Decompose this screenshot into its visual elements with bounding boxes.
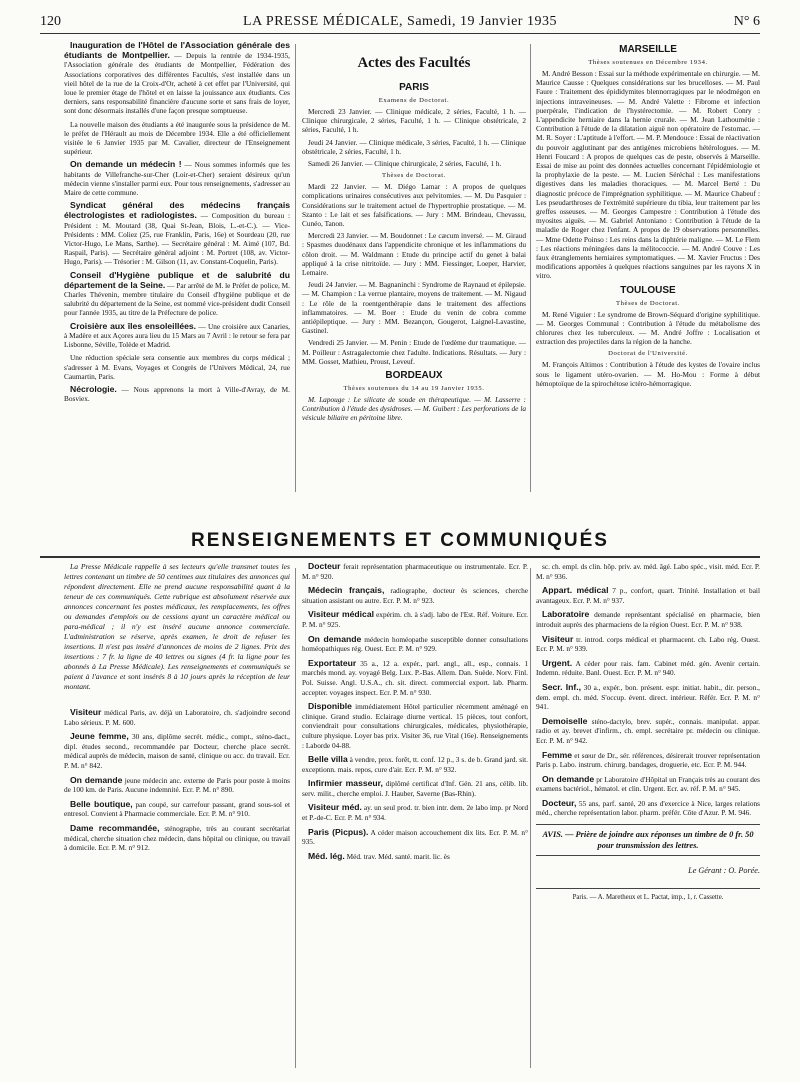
- insertion-prices: Prix des insertions : 7 fr. la ligne de 40 lettres ou signes (4 fr. la ligne pour les abonnés à La Presse Médicale). Les renseignements et communiqués se paient à l'avance et sont insérés 8 à 10 jours après la réception de leur montant.: [64, 642, 290, 691]
- classified-ad: Disponible immédiatement Hôtel particulier récemment aménagé en clinique. Grand studio. Eclairage diurne vertical. 15 pièces, tout confort, conviendrait pour consultations chirurgicales, médicales, physiothérapie, culture physique. Loyer bas prix. Visiter 36, rue Vital (16e). Renseignements : Laborde 04-88.: [302, 701, 528, 750]
- classifieds-columns: [40, 562, 760, 1072]
- classified-ad: Exportateur 35 a., 12 a. expér., parl. angl., all., esp., connais. 1 marchés mond. ay. voyagé Belg. Lux. P.-Bas. Allem. Dan. Suède. Norv. Finl. Pol. Suisse. Angl. U.S.A., ch. sit. direct. commercial export. lab. Pharm. accepter. voyages inspect. Ecr. P. M. n° 930.: [302, 657, 528, 697]
- avis-notice: AVIS. — Prière de joindre aux réponses un timbre de 0 fr. 50 pour transmission des lettres.: [536, 824, 760, 856]
- news-title: Syndicat général des médecins français électrologistes et radiologistes.: [64, 200, 290, 221]
- bordeaux-theses: M. Lapouge : Le silicate de soude en thérapeutique. — M. Lasserre : Contribution à l'étude des dysidroses. — M. Guibert : Les perforations de la vésicule biliaire en péritoine libre.: [302, 395, 526, 423]
- faculty-heading: Actes des Facultés: [357, 55, 471, 71]
- thesis-entry: Vendredi 25 Janvier. — M. Penin : Etude de l'œdème dur traumatique. — M. Poilleur : Astragalectomie chez l'adulte. Indications. Résultats. — Jury : MM. Gosset, Mathieu, Proust, Leveuf.: [302, 338, 526, 366]
- classified-ad: Demoiselle sténo-dactylo, brev. supér., connais. manipulat. appar. radio et ay. brevet d'infirm., ch. empl. secrétaire pr. médecin ou clinique. Ecr. P. M. n° 942.: [536, 715, 760, 745]
- classified-ad: Infirmier masseur, diplômé certificat d'Inf. Gén. 21 ans, célib. lib. serv. milit., cherche emploi. J. Hauber, Saverne (Bas-Rhin).: [302, 778, 528, 798]
- classified-ad: Visiteur médical Paris, av. déjà un Laboratoire, ch. s'adjoindre second Labo sérieux. P. M. 600.: [64, 707, 290, 727]
- classifieds-rule: [40, 556, 760, 558]
- classified-ad: sc. ch. empl. ds clin. hôp. priv. av. méd. âgé. Labo spéc., visit. méd. Ecr. P. M. n° 936.: [536, 562, 760, 581]
- column-divider: [295, 44, 296, 492]
- classifieds-column-3: [536, 562, 760, 902]
- classified-ad: Jeune femme, 30 ans, diplôme secrét. médic., compt., sténo-dact., dipl. études second., recommandée par Docteur, cherche place secrét. médical auprès de médecin, maison de santé, clinique ou acc. du travail. Ecr. P. M. n° 842.: [64, 731, 290, 770]
- classified-ad: Visiteur tr. introd. corps médical et pharmacent. ch. Labo rég. Ouest. Ecr. P. M. n° 939.: [536, 633, 760, 654]
- classifieds-column-1: [64, 562, 290, 858]
- news-item: [64, 119, 290, 157]
- classified-ad: Visiteur médical expérim. ch. à s'adj. labo de l'Est. Réf. Voiture. Ecr. P. M. n° 925.: [302, 609, 528, 629]
- journal-title: LA PRESSE MÉDICALE, Samedi, 19 Janvier 1935: [243, 14, 557, 29]
- news-text: — Depuis la rentrée de 1934-1935, l'Association générale des étudiants de Montpellier, Fédération des Associations corporatives des différentes Facultés, s'est installée dans un vieil hôtel de la rue de la Croix-d'Or, acheté à cet effet par l'Université, qui loue le premier étage de l'hôtel et en laisse la jouissance aux étudiants. Ces derniers, sans responsabilité financière d'aucune sorte et sans frais de loyer, sont donc désormais installés d'une façon presque somptueuse.: [64, 51, 290, 116]
- bordeaux-subheading: Thèses soutenues du 14 au 19 Janvier 1935.: [343, 385, 485, 393]
- top-columns: [40, 40, 760, 540]
- news-title: Inauguration de l'Hôtel de l'Association générale des étudiants de Montpellier.: [64, 40, 290, 61]
- marseille-subheading: Thèses soutenues en Décembre 1934.: [588, 59, 708, 66]
- classified-ad: Médecin français, radiographe, docteur ès sciences, cherche situation assistant ou autre. Ecr. P. M. n° 923.: [302, 585, 528, 605]
- exam-entry: Jeudi 24 Janvier. — Clinique médicale, 3 séries, Faculté, 1 h. — Clinique obstétricale, 2 séries, Faculté, 1 h.: [302, 137, 526, 156]
- classified-ad: Laboratoire demande représentant spécialisé en pharmacie, bien introduit auprès des pharmaciens de la région Ouest. Ecr. P. M. n° 938.: [536, 609, 760, 629]
- faculty-column: [302, 50, 526, 426]
- classified-ad: Visiteur méd. ay. un seul prod. tr. bien intr. dem. 2e labo imp. pr Nord et P.-de-C. Ecr. P. M. n° 934.: [302, 802, 528, 823]
- news-title: Conseil d'Hygiène publique et de salubrité du département de la Seine.: [64, 269, 290, 290]
- news-text: — Une croisière aux Canaries, à Madère et aux Açores aura lieu du 15 Mars au 7 Avril : le retour se fera par Lisbonne, Séville, Tolède et Madrid.: [64, 321, 290, 350]
- printer-line: Paris. — A. Maretheux et L. Pactat, imp., 1, r. Cassette.: [536, 888, 760, 903]
- classified-ad: Docteur, 55 ans, parf. santé, 20 ans d'exercice à Nice, larges relations méd., cherche représentation labor. pharm. préfér. Côte d'Azur. P. M. 946.: [536, 797, 760, 818]
- news-text: Une réduction spéciale sera consentie aux membres du corps médical ; s'adresser à M. Evans, Voyages et Congrès de l'Univers Médical, 24, rue Caumartin, Paris.: [64, 353, 290, 381]
- news-title: On demande un médecin !: [70, 159, 182, 170]
- classified-ad: Belle villa à vendre, prox. forêt, tt. conf. 12 p., 3 s. de b. Grand jard. sit. exceptionn. mais. repos, cure d'air. Ecr. P. M. n° 932.: [302, 754, 528, 774]
- classified-ad: Méd. lég. Méd. trav. Méd. santé. marit. lic. ès: [308, 850, 450, 861]
- paris-heading: PARIS: [399, 82, 429, 93]
- column-divider: [530, 568, 531, 1068]
- news-title: Nécrologie.: [70, 383, 117, 394]
- column-divider: [530, 44, 531, 492]
- toulouse-university-subheading: Doctorat de l'Université.: [608, 350, 688, 358]
- regional-column: [536, 40, 760, 391]
- classified-ad: Dame recommandée, sténographe, très au courant secrétariat médical, cherche situation chez médecin, dans hôpital ou clinique, ou travail à domicile. Ecr. P. M. n° 912.: [64, 822, 290, 853]
- news-text: La nouvelle maison des étudiants a été inaugurée sous la présidence de M. le préfet de l'Hérault au mois de Décembre 1934. Elle a été officiellement visitée le 6 Janvier 1935 par M. Cavalier, directeur de l'Enseignement supérieur.: [64, 119, 290, 157]
- news-item: [64, 384, 290, 403]
- news-item: [64, 200, 290, 266]
- classified-ad: Belle boutique, pan coupé, sur carrefour passant, grand sous-sol et entresol. Convient à Pharmacie commerciale. Ecr. P. M. n° 910.: [64, 798, 290, 819]
- classifieds-heading: RENSEIGNEMENTS ET COMMUNIQUÉS: [191, 530, 609, 551]
- news-item: [64, 352, 290, 381]
- marseille-heading: MARSEILLE: [619, 44, 677, 55]
- toulouse-subheading: Thèses de Doctorat.: [616, 299, 680, 307]
- marseille-theses: M. André Besson : Essai sur la méthode expérimentale en chirurgie. — M. Maurice Causse : Quelques considérations sur les brucelloses. — M. Paul Faure : Traitement des épididymites blennorragiques par le néodmégon en injections intraveineuses. — M. André Valette : Fibrome et infection puerpérale, l'indication de l'hystérectomie. — M. Robert Conry : L'appendicite herniaire dans la hernie crurale. — M. Jean Lathoumétie : Contribution à l'étude de la dilatation aiguë non opératoire de l'estomac. — M. R. Soyer : L'aptitude à l'effort. — M. P. Mendouce : Essai de réactivation du pouvoir agglutinant par des antigènes microbiens hétérologues. — M. Henri Foucard : A propos de quelques cas de peste, observés à Marseille. Essai de mise au point des données actuelles concernant l'épidémiologie et la prophylaxie de la peste. — M. Lucien Séréchal : Les manifestations digestives dans les maladies thoraciques. — M. Marcel Berté : Du diagnostic précoce de l'imprégnation syphilitique. — M. Maurice Chabeuf : Les pseudarthroses de l'extrémité supérieure du tibia, leur traitement par les greffes osseuses. — M. Georges Campestre : Contribution à l'étude des myosites aiguës. — M. Gabriel Antoniano : Contribution à l'étude de la maladie de Roger chez l'enfant. A propos de 19 observations personnelles. — Mme Odette Poinso : Les reins dans la diphtérie maligne. — M. Le Flem : Les réactions méningées dans la mélitococcie. — M. André Couve : Les faux étranglements herniaires symptomatiques. — M. Xavier Fructus : Des modifications apportées à quelques réactions sanguines par les rayons X in vitro.: [536, 69, 760, 281]
- news-item: [64, 159, 290, 197]
- news-text: — Nous apprenons la mort à Ville-d'Avray, de M. Bosviex.: [64, 384, 290, 404]
- exam-entry: Samedi 26 Janvier. — Clinique chirurgicale, 2 séries, Faculté, 1 h.: [308, 159, 502, 169]
- classifieds-notice: La Presse Médicale rappelle à ses lecteurs qu'elle transmet toutes les lettres contenant un timbre de 50 centimes aux titulaires des annonces qui répondent directement. Elle ne prend aucune responsabilité quant à la teneur de ces communiqués. Cette rubrique est absolument réservée aux annonces concernant les postes médicaux, les remplacements, les offres ou demandes d'emplois ou de cessions ayant un caractère médical ou para-médical ; il n'y est inséré aucune annonce commerciale. L'administration se réserve, après examen, le droit de refuser les insertions. Il n'est pas inséré d'annonces de moins de 2 lignes. Prix des insertions : 7 fr. la ligne de 40 lettres ou signes (4 fr. la ligne pour les abonnés à La Presse Médicale). Les renseignements et communiqués se paient à l'avance et sont insérés 8 à 10 jours après la réception de leur montant.: [64, 562, 290, 691]
- news-item: [64, 40, 290, 116]
- page-number: 120: [40, 14, 61, 29]
- news-item: [64, 270, 290, 318]
- paris-theses-subheading: Thèses de Doctorat.: [382, 172, 446, 180]
- news-title: Croisière aux îles ensoleillées.: [70, 320, 197, 331]
- classified-ad: Paris (Picpus). A céder maison accouchement dix lits. Ecr. P. M. n° 935.: [302, 826, 528, 847]
- classified-ad: Femme et sœur de Dr., sér. références, désirerait trouver représentation Paris p. Labo. instrum. chirurg. bandages, droguerie, etc. Ecr. P. M. 944.: [536, 749, 760, 770]
- classifieds-column-2: [302, 562, 528, 866]
- classified-ad: Urgent. A céder pour rais. fam. Cabinet méd. gén. Avenir certain. Indemn. réduite. Banl. Ouest. Ecr. P. M. n° 940.: [536, 657, 760, 678]
- news-item: [64, 321, 290, 350]
- classified-ad: On demande médecin homéopathe susceptible donner consultations homéopathiques rég. Ouest. Ecr. P. M. n° 929.: [302, 633, 528, 654]
- toulouse-university-theses: M. François Altimos : Contribution à l'étude des kystes de l'ovaire inclus sous le ligament utéro-ovarien. — M. Ho-Mou : Forme à début hémoptoïque de la spirochétose ictéro-hémorragique.: [536, 360, 760, 388]
- classified-ad: On demande jeune médecin anc. externe de Paris pour poste à moins de 100 km. de Paris. Aucune indemnité. Ecr. P. M. n° 890.: [64, 774, 290, 795]
- bordeaux-heading: BORDEAUX: [385, 370, 443, 382]
- classified-ad: Secr. Inf., 30 a., expér., bon. présent. espr. initiat. habit., dir. person., dem. empl. ch. méd. S'occup. évent. direct. intérieur. Référ. Ecr. P. M. n° 941.: [536, 681, 760, 712]
- page-header: [40, 8, 760, 34]
- issue-number: N° 6: [733, 14, 760, 29]
- thesis-entry: Mercredi 23 Janvier. — M. Boudonnet : Le cæcum inversé. — M. Giraud : Spasmes duodénaux dans l'appendicite chronique et les inflammations du côlon droit. — M. Waldmann : Etude du principe actif du genet à balai appliqué à la crise nitritoïde. — Jury : MM. Fiessinger, Loeper, Harvier, Lemaire.: [302, 231, 526, 278]
- gerant-signature: Le Gérant : O. Porée.: [688, 866, 760, 876]
- exam-entry: Mercredi 23 Janvier. — Clinique médicale, 2 séries, Faculté, 1 h. — Clinique chirurgicale, 2 séries, Faculté, 1 h. — Clinique obstétricale, 2 séries, Faculté, 1 h.: [302, 107, 526, 135]
- news-text: — Composition du bureau : Président : M. Moutard (38, Quai St-Jean, Blois, L.-et-C.). — Vice-Présidents : MM. Coliez (25, rue Franklin, Paris, 16e) et Sourdeau (20, rue Victor-Hugo, Le Mans, Sarthe). — Secrétaire général : M. Aimé (107, Bd. Raspail, Paris). — Secrétaire général adjoint : M. Portret (108, av. Victor-Hugo, Paris). — Trésorier : M. Gilson (11, av. Constant-Coquelin, Paris).: [64, 211, 290, 267]
- thesis-entry: Jeudi 24 Janvier. — M. Bagnaninchi : Syndrome de Raynaud et épilepsie. — M. Champion : La verrue plantaire, moyens de traitement. — M. Nigaud : Le rôle de la roentgenthérapie dans le traitement des affections inflammatoires. — M. Boer : Etude du venin de cobra comme antiépileptique. — Jury : MM. Bezançon, Gougerot, Laignel-Lavastine, Gastinel.: [302, 280, 526, 336]
- classified-ad: Appart. médical 7 p., confort, quart. Trinité. Installation et bail avantageux. Ecr. P. M. n° 937.: [536, 585, 760, 605]
- news-text: — Nous sommes informés que les habitants de Villefranche-sur-Cher (Loir-et-Cher) seraient désireux qu'un médecin vienne s'installer parmi eux. Pour tous renseignements, s'adresser au Maire de cette commune.: [64, 160, 290, 198]
- thesis-entry: Mardi 22 Janvier. — M. Diégo Lamar : A propos de quelques complications urinaires consécutives aux pelvitomies. — M. Du Pasquier : Considérations sur le traitement actuel de l'hypertrophie prostatique. — M. Szanto : Le lait et ses falsifications. — Jury : MM. Brindeau, Chevassu, Cunéo, Tanon.: [302, 182, 526, 229]
- toulouse-theses: M. René Viguier : Le syndrome de Brown-Séquard d'origine syphilitique. — M. Georges Communal : Contribution à l'étude du métabolisme des chlorures chez les tuberculeux. — M. André Joffre : Localisation et extraction des projectiles dans la région de la hanche.: [536, 309, 760, 347]
- classified-ad: On demande pr Laboratoire d'Hôpital un Français très au courant des examens bactériol., hématol. et clin. Urgent. Ecr. av. réf. P. M. n° 945.: [536, 773, 760, 794]
- paris-exams-subheading: Examens de Doctorat.: [378, 97, 450, 104]
- classified-ad: Docteur ferait représentation pharmaceutique ou instrumentale. Ecr. P. M. n° 920.: [302, 562, 528, 581]
- news-column: [64, 40, 290, 406]
- news-text: — Par arrêté de M. le Préfet de police, M. Charles Thévenin, membre titulaire du Conseil d'hygiène publique et de salubrité du département de la Seine, est nommé vice-président dudit Conseil pour l'année 1935, au titre de la Préfecture de police.: [64, 280, 290, 318]
- column-divider: [295, 568, 296, 1068]
- toulouse-heading: TOULOUSE: [620, 284, 676, 296]
